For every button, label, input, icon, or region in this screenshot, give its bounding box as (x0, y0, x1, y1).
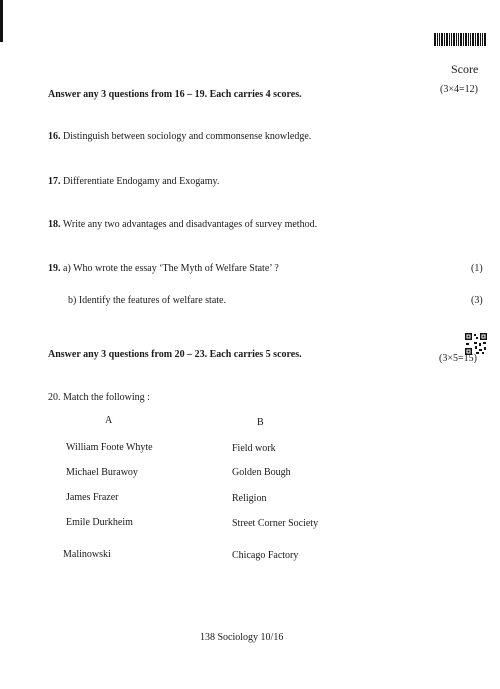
question-17 (48, 176, 219, 187)
question-text: Match the following : (63, 392, 150, 403)
question-number: 19. (48, 263, 61, 274)
question-20 (48, 392, 150, 403)
column-b-header: B (257, 417, 264, 428)
question-text: Differentiate Endogamy and Exogamy. (63, 176, 220, 187)
score-value-section2: (3×5=15) (439, 353, 477, 364)
match-item-b: Field work (232, 443, 276, 454)
match-item-b: Golden Bough (232, 467, 291, 478)
match-item-b: Religion (232, 493, 267, 504)
question-16 (48, 131, 311, 142)
question-number: 16. (48, 131, 61, 142)
q19a-score: (1) (471, 263, 483, 274)
subquestion-text: Identify the features of welfare state. (78, 295, 226, 306)
scan-edge (0, 0, 3, 42)
score-value-section1: (3×4=12) (440, 84, 478, 95)
question-number: 20. (48, 392, 61, 403)
match-item-a: Malinowski (63, 549, 111, 560)
question-18 (48, 219, 317, 230)
question-text: Distinguish between sociology and commonsense knowledge. (63, 131, 312, 142)
match-item-b: Street Corner Society (232, 518, 319, 529)
section2-instruction: Answer any 3 questions from 20 – 23. Each carries 5 scores. (48, 349, 302, 360)
subquestion-label: b) (68, 295, 77, 306)
q19b-score: (3) (471, 295, 483, 306)
question-19b (68, 295, 226, 306)
column-a-header: A (105, 415, 113, 426)
question-19a (48, 263, 279, 274)
subquestion-label: a) (63, 263, 71, 274)
section1-instruction: Answer any 3 questions from 16 – 19. Each carries 4 scores. (48, 89, 302, 100)
question-number: 18. (48, 219, 61, 230)
subquestion-text: Who wrote the essay ‘The Myth of Welfare State’ ? (73, 263, 279, 274)
score-label: Score (451, 62, 479, 76)
question-number: 17. (48, 176, 61, 187)
barcode-icon (434, 33, 488, 46)
match-item-a: Michael Burawoy (66, 467, 138, 478)
match-item-a: William Foote Whyte (66, 442, 153, 453)
question-text: Write any two advantages and disadvantages of survey method. (62, 219, 318, 230)
match-item-a: Emile Durkheim (66, 517, 133, 528)
match-item-a: James Frazer (66, 492, 119, 503)
match-item-b: Chicago Factory (232, 550, 299, 561)
page-footer: 138 Sociology 10/16 (200, 632, 284, 643)
